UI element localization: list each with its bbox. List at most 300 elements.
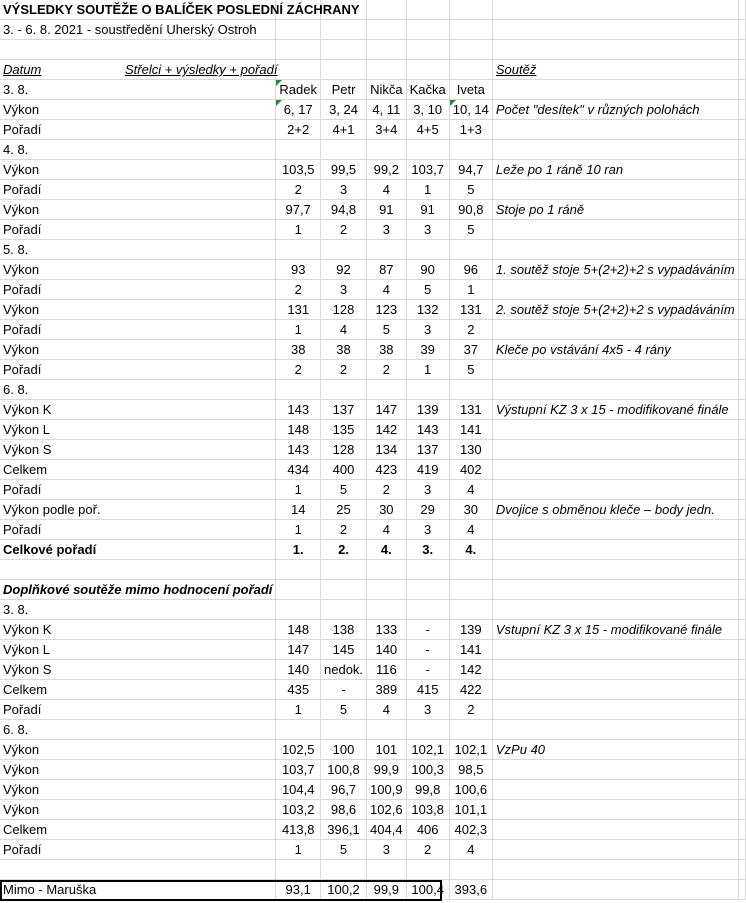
empty-cell[interactable]: [367, 560, 407, 580]
value-cell-kacka[interactable]: 99,8: [406, 780, 449, 800]
value-cell-nikca[interactable]: 147: [367, 400, 407, 420]
value-cell-radek[interactable]: 1.: [276, 540, 321, 560]
row-label[interactable]: Celkem: [0, 460, 276, 480]
value-cell-kacka[interactable]: 90: [406, 260, 449, 280]
value-cell-radek[interactable]: 104,4: [276, 780, 321, 800]
empty-cell[interactable]: [492, 0, 738, 20]
empty-cell[interactable]: [492, 860, 738, 880]
row-label[interactable]: Pořadí: [0, 480, 276, 500]
empty-cell[interactable]: [367, 0, 407, 20]
note-cell[interactable]: [492, 640, 738, 660]
value-cell-petr[interactable]: 137: [321, 400, 367, 420]
value-cell-radek[interactable]: 1: [276, 220, 321, 240]
value-cell-kacka[interactable]: [406, 720, 449, 740]
value-cell-nikca[interactable]: 142: [367, 420, 407, 440]
header-soutez[interactable]: Soutěž: [492, 60, 738, 80]
value-cell-radek[interactable]: 93: [276, 260, 321, 280]
value-cell-petr[interactable]: 128: [321, 440, 367, 460]
value-cell-radek[interactable]: 97,7: [276, 200, 321, 220]
value-cell-iveta[interactable]: 142: [449, 660, 492, 680]
value-cell-iveta[interactable]: 5: [449, 220, 492, 240]
value-cell-radek[interactable]: 2: [276, 180, 321, 200]
empty-cell[interactable]: [406, 0, 449, 20]
value-cell-kacka[interactable]: 143: [406, 420, 449, 440]
value-cell-petr[interactable]: [321, 600, 367, 620]
value-cell-iveta[interactable]: 131: [449, 300, 492, 320]
value-cell-radek[interactable]: 434: [276, 460, 321, 480]
value-cell-kacka[interactable]: [406, 240, 449, 260]
empty-cell[interactable]: [406, 560, 449, 580]
value-cell-nikca[interactable]: 100,9: [367, 780, 407, 800]
note-cell[interactable]: [492, 720, 738, 740]
empty-cell[interactable]: [276, 580, 321, 600]
value-cell-iveta[interactable]: 2: [449, 320, 492, 340]
empty-cell[interactable]: [449, 40, 492, 60]
empty-cell[interactable]: [738, 580, 745, 600]
mimo-value[interactable]: 93,1: [276, 880, 321, 900]
mimo-value[interactable]: 393,6: [449, 880, 492, 900]
row-label[interactable]: Výkon L: [0, 640, 276, 660]
shooter-name[interactable]: Nikča: [367, 80, 407, 100]
value-cell-nikca[interactable]: 123: [367, 300, 407, 320]
value-cell-nikca[interactable]: 3: [367, 220, 407, 240]
empty-cell[interactable]: [738, 700, 745, 720]
value-cell-kacka[interactable]: 100,3: [406, 760, 449, 780]
value-cell-petr[interactable]: 5: [321, 840, 367, 860]
value-cell-iveta[interactable]: 101,1: [449, 800, 492, 820]
empty-cell[interactable]: [738, 320, 745, 340]
value-cell-nikca[interactable]: 134: [367, 440, 407, 460]
row-label[interactable]: Pořadí: [0, 320, 276, 340]
note-cell[interactable]: [492, 700, 738, 720]
value-cell-petr[interactable]: 400: [321, 460, 367, 480]
value-cell-iveta[interactable]: 131: [449, 400, 492, 420]
empty-cell[interactable]: [449, 580, 492, 600]
empty-cell[interactable]: [738, 780, 745, 800]
value-cell-radek[interactable]: [276, 720, 321, 740]
empty-cell[interactable]: [492, 560, 738, 580]
empty-cell[interactable]: [738, 20, 745, 40]
empty-cell[interactable]: [738, 480, 745, 500]
note-cell[interactable]: [492, 320, 738, 340]
value-cell-kacka[interactable]: 3: [406, 520, 449, 540]
value-cell-petr[interactable]: 100,8: [321, 760, 367, 780]
empty-cell[interactable]: [738, 440, 745, 460]
value-cell-nikca[interactable]: 389: [367, 680, 407, 700]
row-label[interactable]: Výkon S: [0, 660, 276, 680]
row-label[interactable]: Pořadí: [0, 180, 276, 200]
value-cell-iveta[interactable]: 5: [449, 360, 492, 380]
value-cell-radek[interactable]: 2: [276, 280, 321, 300]
note-cell[interactable]: Výstupní KZ 3 x 15 - modifikované finále: [492, 400, 738, 420]
note-cell[interactable]: [492, 360, 738, 380]
value-cell-kacka[interactable]: 3.: [406, 540, 449, 560]
row-label[interactable]: Výkon K: [0, 400, 276, 420]
value-cell-iveta[interactable]: 130: [449, 440, 492, 460]
row-label[interactable]: Výkon: [0, 300, 276, 320]
empty-cell[interactable]: [738, 360, 745, 380]
empty-cell[interactable]: [406, 40, 449, 60]
empty-cell[interactable]: [276, 20, 321, 40]
value-cell-nikca[interactable]: 4, 11: [367, 100, 407, 120]
value-cell-kacka[interactable]: [406, 600, 449, 620]
empty-cell[interactable]: [367, 20, 407, 40]
empty-cell[interactable]: [738, 620, 745, 640]
value-cell-iveta[interactable]: 102,1: [449, 740, 492, 760]
note-cell[interactable]: Kleče po vstávání 4x5 - 4 rány: [492, 340, 738, 360]
mimo-value[interactable]: 99,9: [367, 880, 407, 900]
empty-cell[interactable]: [492, 40, 738, 60]
note-cell[interactable]: Dvojice s obměnou kleče – body jedn.: [492, 500, 738, 520]
value-cell-radek[interactable]: 6, 17: [276, 100, 321, 120]
empty-cell[interactable]: [367, 60, 407, 80]
empty-cell[interactable]: [738, 600, 745, 620]
value-cell-kacka[interactable]: 132: [406, 300, 449, 320]
empty-cell[interactable]: [738, 160, 745, 180]
value-cell-iveta[interactable]: 141: [449, 420, 492, 440]
value-cell-radek[interactable]: 131: [276, 300, 321, 320]
note-cell[interactable]: [492, 180, 738, 200]
empty-cell[interactable]: [321, 580, 367, 600]
value-cell-iveta[interactable]: 402,3: [449, 820, 492, 840]
row-label[interactable]: Pořadí: [0, 220, 276, 240]
empty-cell[interactable]: [738, 820, 745, 840]
note-cell[interactable]: 2. soutěž stoje 5+(2+2)+2 s vypadáváním: [492, 300, 738, 320]
row-label[interactable]: Výkon L: [0, 420, 276, 440]
value-cell-petr[interactable]: 4: [321, 320, 367, 340]
value-cell-nikca[interactable]: 133: [367, 620, 407, 640]
value-cell-kacka[interactable]: 1: [406, 180, 449, 200]
note-cell[interactable]: Vstupní KZ 3 x 15 - modifikované finále: [492, 620, 738, 640]
note-cell[interactable]: [492, 780, 738, 800]
value-cell-kacka[interactable]: 103,8: [406, 800, 449, 820]
empty-cell[interactable]: [738, 760, 745, 780]
header-datum[interactable]: Datum: [0, 60, 276, 80]
value-cell-iveta[interactable]: 10, 14: [449, 100, 492, 120]
empty-cell[interactable]: [738, 280, 745, 300]
note-cell[interactable]: Počet "desítek" v různých polohách: [492, 100, 738, 120]
value-cell-kacka[interactable]: -: [406, 620, 449, 640]
value-cell-iveta[interactable]: 139: [449, 620, 492, 640]
empty-cell[interactable]: [449, 560, 492, 580]
note-cell[interactable]: [492, 760, 738, 780]
row-label[interactable]: 6. 8.: [0, 720, 276, 740]
empty-cell[interactable]: [738, 140, 745, 160]
value-cell-kacka[interactable]: -: [406, 660, 449, 680]
value-cell-iveta[interactable]: [449, 720, 492, 740]
empty-cell[interactable]: [738, 420, 745, 440]
value-cell-nikca[interactable]: 116: [367, 660, 407, 680]
value-cell-nikca[interactable]: [367, 140, 407, 160]
value-cell-nikca[interactable]: 102,6: [367, 800, 407, 820]
empty-cell[interactable]: [276, 560, 321, 580]
value-cell-nikca[interactable]: 2: [367, 480, 407, 500]
empty-cell[interactable]: [738, 840, 745, 860]
row-label[interactable]: Pořadí: [0, 360, 276, 380]
value-cell-petr[interactable]: [321, 380, 367, 400]
value-cell-iveta[interactable]: [449, 600, 492, 620]
note-cell[interactable]: [492, 480, 738, 500]
empty-cell[interactable]: [0, 560, 276, 580]
value-cell-radek[interactable]: 38: [276, 340, 321, 360]
empty-cell[interactable]: [738, 500, 745, 520]
empty-cell[interactable]: [276, 860, 321, 880]
value-cell-petr[interactable]: 92: [321, 260, 367, 280]
mimo-value[interactable]: 100,4: [406, 880, 449, 900]
value-cell-radek[interactable]: 103,7: [276, 760, 321, 780]
value-cell-petr[interactable]: 3: [321, 180, 367, 200]
value-cell-kacka[interactable]: 5: [406, 280, 449, 300]
empty-cell[interactable]: [738, 180, 745, 200]
value-cell-nikca[interactable]: 30: [367, 500, 407, 520]
value-cell-nikca[interactable]: 140: [367, 640, 407, 660]
value-cell-radek[interactable]: 1: [276, 480, 321, 500]
row-label[interactable]: Výkon: [0, 340, 276, 360]
row-label[interactable]: Výkon: [0, 260, 276, 280]
note-cell[interactable]: [492, 380, 738, 400]
row-label[interactable]: Pořadí: [0, 840, 276, 860]
row-label[interactable]: Výkon: [0, 760, 276, 780]
value-cell-radek[interactable]: 103,5: [276, 160, 321, 180]
empty-cell[interactable]: [738, 860, 745, 880]
note-cell[interactable]: [492, 540, 738, 560]
value-cell-nikca[interactable]: 4: [367, 700, 407, 720]
value-cell-iveta[interactable]: 402: [449, 460, 492, 480]
value-cell-iveta[interactable]: [449, 140, 492, 160]
value-cell-iveta[interactable]: 37: [449, 340, 492, 360]
value-cell-nikca[interactable]: 404,4: [367, 820, 407, 840]
value-cell-iveta[interactable]: [449, 380, 492, 400]
note-cell[interactable]: Stoje po 1 ráně: [492, 200, 738, 220]
note-cell[interactable]: [492, 520, 738, 540]
note-cell[interactable]: VzPu 40: [492, 740, 738, 760]
empty-cell[interactable]: [276, 40, 321, 60]
empty-cell[interactable]: [367, 40, 407, 60]
empty-cell[interactable]: [738, 460, 745, 480]
empty-cell[interactable]: [321, 60, 367, 80]
value-cell-petr[interactable]: 5: [321, 480, 367, 500]
value-cell-radek[interactable]: [276, 140, 321, 160]
shooter-name[interactable]: Kačka: [406, 80, 449, 100]
shooter-name[interactable]: Radek: [276, 80, 321, 100]
mimo-value[interactable]: 100,2: [321, 880, 367, 900]
value-cell-radek[interactable]: [276, 240, 321, 260]
empty-cell[interactable]: [738, 540, 745, 560]
value-cell-petr[interactable]: 3: [321, 280, 367, 300]
empty-cell[interactable]: [738, 220, 745, 240]
empty-cell[interactable]: [492, 580, 738, 600]
row-label[interactable]: Pořadí: [0, 120, 276, 140]
value-cell-nikca[interactable]: 4.: [367, 540, 407, 560]
row-label[interactable]: Výkon podle poř.: [0, 500, 276, 520]
value-cell-kacka[interactable]: 406: [406, 820, 449, 840]
empty-cell[interactable]: [738, 240, 745, 260]
value-cell-petr[interactable]: 3, 24: [321, 100, 367, 120]
empty-cell[interactable]: [449, 860, 492, 880]
value-cell-radek[interactable]: 143: [276, 400, 321, 420]
empty-cell[interactable]: [738, 300, 745, 320]
value-cell-petr[interactable]: 2: [321, 520, 367, 540]
value-cell-petr[interactable]: 38: [321, 340, 367, 360]
row-label[interactable]: Výkon: [0, 780, 276, 800]
empty-cell[interactable]: [321, 40, 367, 60]
value-cell-petr[interactable]: 2.: [321, 540, 367, 560]
note-cell[interactable]: [492, 240, 738, 260]
value-cell-radek[interactable]: 1: [276, 700, 321, 720]
empty-cell[interactable]: [738, 0, 745, 20]
note-cell[interactable]: Leže po 1 ráně 10 ran: [492, 160, 738, 180]
value-cell-petr[interactable]: 5: [321, 700, 367, 720]
value-cell-radek[interactable]: [276, 600, 321, 620]
value-cell-kacka[interactable]: 415: [406, 680, 449, 700]
empty-cell[interactable]: [321, 560, 367, 580]
empty-cell[interactable]: [406, 20, 449, 40]
row-label[interactable]: 5. 8.: [0, 240, 276, 260]
note-cell[interactable]: [492, 820, 738, 840]
empty-cell[interactable]: [321, 20, 367, 40]
value-cell-kacka[interactable]: 29: [406, 500, 449, 520]
value-cell-radek[interactable]: 102,5: [276, 740, 321, 760]
value-cell-iveta[interactable]: 4: [449, 480, 492, 500]
empty-cell[interactable]: [406, 580, 449, 600]
value-cell-kacka[interactable]: 419: [406, 460, 449, 480]
value-cell-iveta[interactable]: 30: [449, 500, 492, 520]
empty-cell[interactable]: [449, 0, 492, 20]
value-cell-petr[interactable]: [321, 140, 367, 160]
value-cell-iveta[interactable]: 5: [449, 180, 492, 200]
value-cell-petr[interactable]: 145: [321, 640, 367, 660]
value-cell-iveta[interactable]: 96: [449, 260, 492, 280]
row-label[interactable]: 3. 8.: [0, 80, 276, 100]
value-cell-nikca[interactable]: 3+4: [367, 120, 407, 140]
value-cell-kacka[interactable]: 103,7: [406, 160, 449, 180]
note-cell[interactable]: [492, 800, 738, 820]
row-label[interactable]: Pořadí: [0, 280, 276, 300]
value-cell-nikca[interactable]: [367, 600, 407, 620]
value-cell-nikca[interactable]: 99,9: [367, 760, 407, 780]
value-cell-radek[interactable]: 148: [276, 420, 321, 440]
value-cell-nikca[interactable]: 4: [367, 180, 407, 200]
value-cell-iveta[interactable]: 422: [449, 680, 492, 700]
value-cell-nikca[interactable]: [367, 720, 407, 740]
value-cell-radek[interactable]: 413,8: [276, 820, 321, 840]
extra-title[interactable]: Doplňkové soutěže mimo hodnocení pořadí: [0, 580, 276, 600]
value-cell-radek[interactable]: 1: [276, 520, 321, 540]
value-cell-nikca[interactable]: 101: [367, 740, 407, 760]
value-cell-kacka[interactable]: 3: [406, 700, 449, 720]
shooter-name[interactable]: Iveta: [449, 80, 492, 100]
value-cell-radek[interactable]: [276, 380, 321, 400]
value-cell-radek[interactable]: 435: [276, 680, 321, 700]
value-cell-nikca[interactable]: 99,2: [367, 160, 407, 180]
empty-cell[interactable]: [738, 520, 745, 540]
note-cell[interactable]: [492, 120, 738, 140]
value-cell-petr[interactable]: -: [321, 680, 367, 700]
value-cell-radek[interactable]: 148: [276, 620, 321, 640]
value-cell-petr[interactable]: 128: [321, 300, 367, 320]
empty-cell[interactable]: [738, 720, 745, 740]
note-cell[interactable]: [492, 420, 738, 440]
empty-cell[interactable]: [449, 20, 492, 40]
empty-cell[interactable]: [406, 860, 449, 880]
value-cell-kacka[interactable]: 2: [406, 840, 449, 860]
value-cell-kacka[interactable]: 102,1: [406, 740, 449, 760]
note-cell[interactable]: [492, 680, 738, 700]
value-cell-petr[interactable]: 99,5: [321, 160, 367, 180]
empty-cell[interactable]: [738, 340, 745, 360]
value-cell-iveta[interactable]: 2: [449, 700, 492, 720]
empty-cell[interactable]: [367, 580, 407, 600]
value-cell-petr[interactable]: [321, 240, 367, 260]
empty-cell[interactable]: [738, 100, 745, 120]
value-cell-iveta[interactable]: 4.: [449, 540, 492, 560]
value-cell-petr[interactable]: 100: [321, 740, 367, 760]
note-cell[interactable]: [492, 600, 738, 620]
value-cell-petr[interactable]: 396,1: [321, 820, 367, 840]
row-label[interactable]: Pořadí: [0, 520, 276, 540]
value-cell-iveta[interactable]: 4: [449, 840, 492, 860]
value-cell-iveta[interactable]: 1: [449, 280, 492, 300]
value-cell-radek[interactable]: 14: [276, 500, 321, 520]
value-cell-petr[interactable]: nedok.: [321, 660, 367, 680]
value-cell-radek[interactable]: 140: [276, 660, 321, 680]
value-cell-petr[interactable]: 4+1: [321, 120, 367, 140]
value-cell-kacka[interactable]: 3: [406, 480, 449, 500]
empty-cell[interactable]: [406, 60, 449, 80]
value-cell-radek[interactable]: 103,2: [276, 800, 321, 820]
row-label[interactable]: Výkon: [0, 100, 276, 120]
value-cell-nikca[interactable]: 423: [367, 460, 407, 480]
value-cell-nikca[interactable]: 87: [367, 260, 407, 280]
value-cell-nikca[interactable]: 4: [367, 280, 407, 300]
value-cell-iveta[interactable]: 141: [449, 640, 492, 660]
value-cell-kacka[interactable]: 39: [406, 340, 449, 360]
value-cell-kacka[interactable]: 4+5: [406, 120, 449, 140]
value-cell-kacka[interactable]: [406, 380, 449, 400]
value-cell-kacka[interactable]: 91: [406, 200, 449, 220]
note-cell[interactable]: [492, 440, 738, 460]
value-cell-nikca[interactable]: 5: [367, 320, 407, 340]
empty-cell[interactable]: [738, 800, 745, 820]
value-cell-radek[interactable]: 1: [276, 320, 321, 340]
value-cell-radek[interactable]: 147: [276, 640, 321, 660]
value-cell-nikca[interactable]: 91: [367, 200, 407, 220]
empty-cell[interactable]: [0, 40, 276, 60]
shooter-name[interactable]: Petr: [321, 80, 367, 100]
value-cell-nikca[interactable]: [367, 240, 407, 260]
value-cell-iveta[interactable]: 94,7: [449, 160, 492, 180]
empty-cell[interactable]: [738, 260, 745, 280]
row-label[interactable]: 4. 8.: [0, 140, 276, 160]
row-label[interactable]: Výkon: [0, 800, 276, 820]
value-cell-iveta[interactable]: [449, 240, 492, 260]
value-cell-kacka[interactable]: [406, 140, 449, 160]
empty-cell[interactable]: [738, 880, 745, 900]
value-cell-petr[interactable]: 2: [321, 220, 367, 240]
row-label[interactable]: 6. 8.: [0, 380, 276, 400]
value-cell-petr[interactable]: 25: [321, 500, 367, 520]
value-cell-petr[interactable]: 94,8: [321, 200, 367, 220]
note-cell[interactable]: 1. soutěž stoje 5+(2+2)+2 s vypadáváním: [492, 260, 738, 280]
value-cell-radek[interactable]: 1: [276, 840, 321, 860]
empty-cell[interactable]: [738, 740, 745, 760]
row-label[interactable]: Výkon: [0, 160, 276, 180]
empty-cell[interactable]: [738, 560, 745, 580]
value-cell-nikca[interactable]: [367, 380, 407, 400]
empty-cell[interactable]: [321, 860, 367, 880]
empty-cell[interactable]: [492, 20, 738, 40]
value-cell-iveta[interactable]: 90,8: [449, 200, 492, 220]
